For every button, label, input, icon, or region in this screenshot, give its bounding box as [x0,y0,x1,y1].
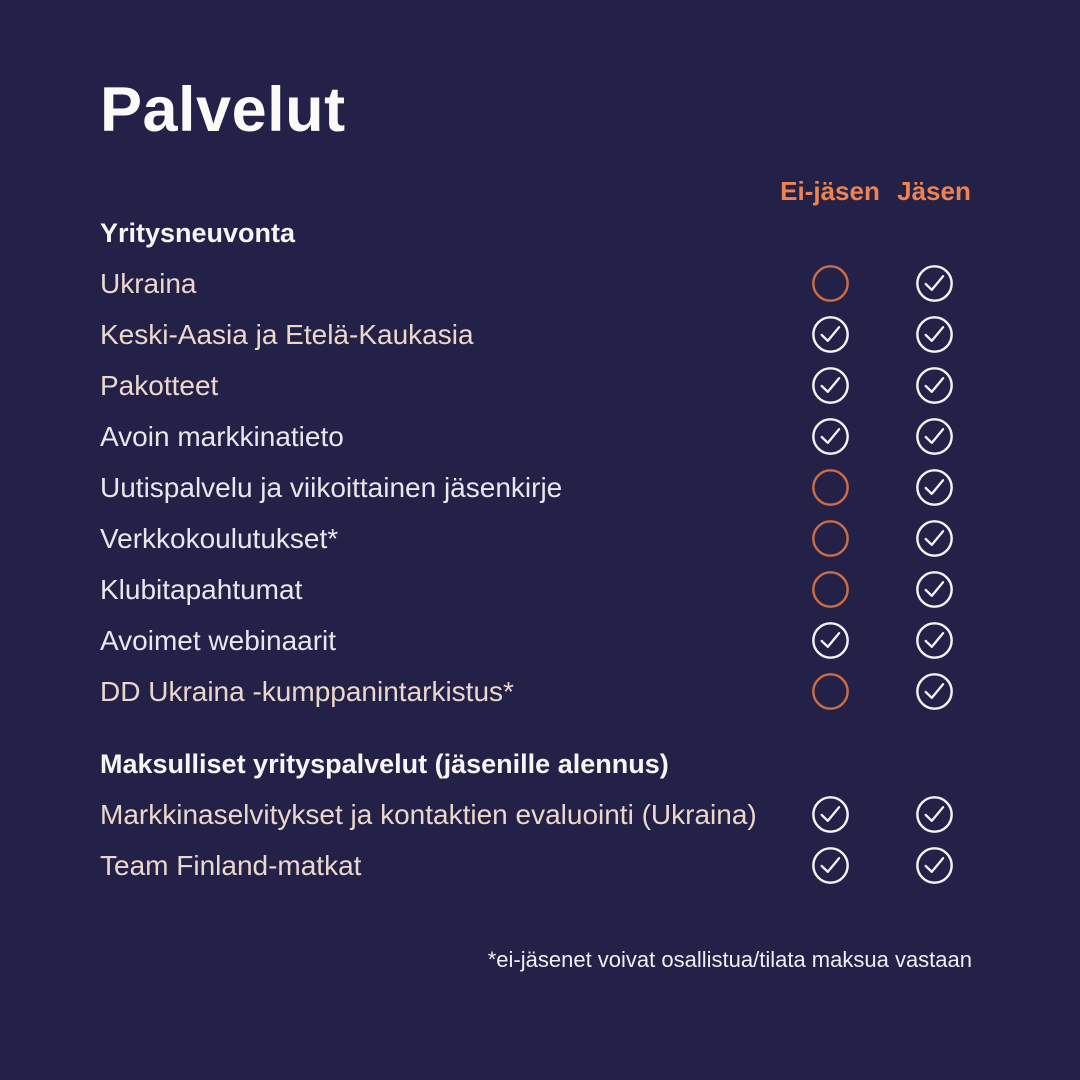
ei-jasen-cell [778,417,882,456]
ei-jasen-cell [778,795,882,834]
check-circle-icon [915,315,954,354]
ei-jasen-cell [778,366,882,405]
check-circle-icon [915,846,954,885]
ei-jasen-cell [778,315,882,354]
ei-jasen-cell [778,519,882,558]
services-table [100,208,986,891]
service-label: Keski-Aasia ja Etelä-Kaukasia [100,318,474,350]
empty-circle-icon [811,468,850,507]
ei-jasen-cell [778,621,882,660]
service-label: Avoimet webinaarit [100,624,337,656]
section-heading-row [100,739,986,789]
service-label: Uutispalvelu ja viikoittainen jäsenkirje [100,471,563,503]
services-section [100,208,986,717]
content-area [0,75,1080,973]
service-label: Pakotteet [100,369,219,401]
column-header-jasen: Jäsen [897,176,971,206]
service-row [100,360,986,411]
service-label: DD Ukraina -kumppanintarkistus* [100,675,514,707]
service-row [100,789,986,840]
section-heading: Maksulliset yrityspalvelut (jäsenille alennus) [100,748,669,779]
jasen-cell [882,315,986,354]
check-circle-icon [915,264,954,303]
service-row [100,615,986,666]
empty-circle-icon [811,672,850,711]
check-circle-icon [915,519,954,558]
jasen-cell [882,621,986,660]
check-circle-icon [811,846,850,885]
check-circle-icon [811,417,850,456]
check-circle-icon [915,621,954,660]
section-heading-row [100,208,986,258]
empty-circle-icon [811,519,850,558]
service-label: Avoin markkinatieto [100,420,344,452]
check-circle-icon [915,417,954,456]
jasen-cell [882,366,986,405]
jasen-cell [882,846,986,885]
service-label: Team Finland-matkat [100,849,362,881]
service-label: Klubitapahtumat [100,573,303,605]
jasen-cell [882,795,986,834]
jasen-cell [882,672,986,711]
ei-jasen-cell [778,264,882,303]
jasen-cell [882,417,986,456]
ei-jasen-cell [778,468,882,507]
check-circle-icon [811,366,850,405]
service-label: Ukraina [100,267,197,299]
page-title: Palvelut [100,75,346,145]
jasen-cell [882,468,986,507]
empty-circle-icon [811,264,850,303]
check-circle-icon [811,315,850,354]
check-circle-icon [915,570,954,609]
footnote-text: *ei-jäsenet voivat osallistua/tilata maksua vastaan [487,947,972,972]
jasen-cell [882,570,986,609]
check-circle-icon [811,795,850,834]
column-header-row [100,176,986,204]
empty-circle-icon [811,570,850,609]
service-row [100,462,986,513]
ei-jasen-cell [778,846,882,885]
service-row [100,411,986,462]
check-circle-icon [915,672,954,711]
service-label: Markkinaselvitykset ja kontaktien evaluointi (Ukraina) [100,798,757,830]
ei-jasen-cell [778,672,882,711]
services-section [100,739,986,891]
service-row [100,513,986,564]
check-circle-icon [811,621,850,660]
check-circle-icon [915,468,954,507]
check-circle-icon [915,795,954,834]
service-label: Verkkokoulutukset* [100,522,339,554]
jasen-cell [882,264,986,303]
check-circle-icon [915,366,954,405]
column-header-ei-jasen: Ei-jäsen [780,176,880,206]
service-row [100,666,986,717]
service-row [100,309,986,360]
service-row [100,258,986,309]
ei-jasen-cell [778,570,882,609]
service-row [100,840,986,891]
section-heading: Yritysneuvonta [100,217,296,248]
service-row [100,564,986,615]
jasen-cell [882,519,986,558]
